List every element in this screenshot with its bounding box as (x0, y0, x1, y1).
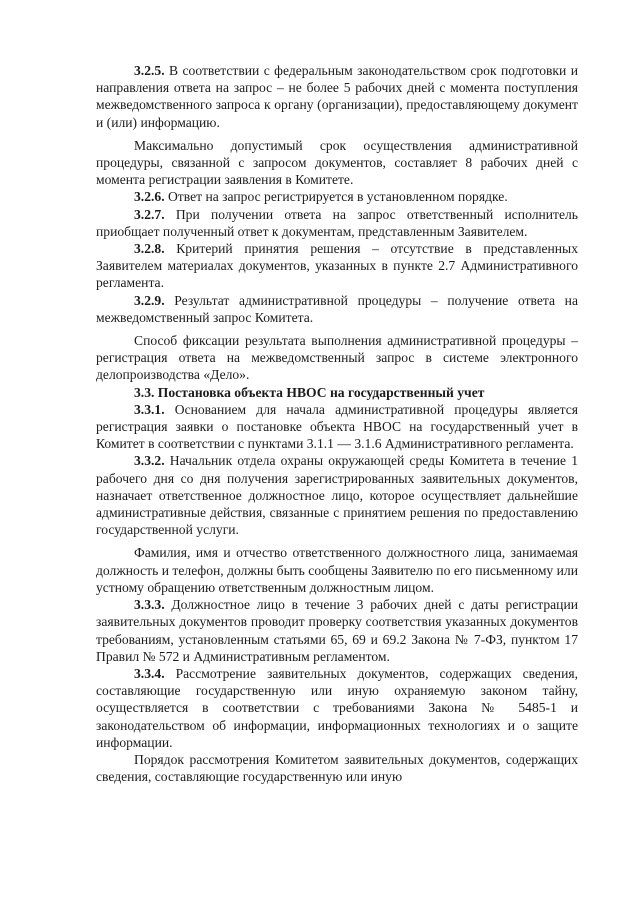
clause-number: 3.3.2. (134, 453, 165, 469)
paragraph-text: Должностное лицо в течение 3 рабочих дней с даты регистрации заявительных документов проводит проверку соответствия указанных документов требованиям, установленным статьями 65, 69 и 69.2 Закона № 7-ФЗ, пунктом 17 Правил № 572 и Административным регламентом. (96, 597, 578, 664)
paragraph-text: Результат административной процедуры – получение ответа на межведомственный запрос Комитета. (96, 292, 578, 325)
paragraph-text: При получении ответа на запрос ответственный исполнитель приобщает полученный ответ к документам, представленным Заявителем. (96, 206, 578, 239)
paragraph-3-3-4 (96, 665, 578, 751)
document-page (96, 62, 578, 785)
clause-number: 3.3.1. (134, 401, 165, 417)
paragraph-3-2-7 (96, 206, 578, 240)
section-heading-3-3: 3.3. Постановка объекта НВОС на государственный учет (134, 384, 485, 400)
paragraph-text: Ответ на запрос регистрируется в установленном порядке. (164, 189, 508, 205)
paragraph-3-3-2 (96, 452, 578, 538)
paragraph-text: Рассмотрение заявительных документов, содержащих сведения, составляющие государственную или иную охраняемую законом тайну, осуществляется в соответствии с требованиями Закона № 5485-1 и законодательством об информации, информационных технологиях и о защите информации. (96, 665, 578, 750)
paragraph-3-3-1 (96, 401, 578, 453)
paragraph-text: В соответствии с федеральным законодательством срок подготовки и направления ответа на запрос – не более 5 рабочих дней с момента поступления межведомственного запроса к органу (организации), предоставляющему документ и (или) информацию. (96, 63, 578, 130)
paragraph-text: Порядок рассмотрения Комитетом заявительных документов, содержащих сведения, составляющие государственную или иную (96, 751, 578, 785)
paragraph-3-2-5 (96, 62, 578, 131)
paragraph-3-2-8 (96, 240, 578, 292)
paragraph-3-2-6 (96, 188, 578, 205)
paragraph-text: Максимально допустимый срок осуществления административной процедуры, связанной с запросом документов, составляет 8 рабочих дней с момента регистрации заявления в Комитете. (96, 137, 578, 188)
paragraph-text: Фамилия, имя и отчество ответственного должностного лица, занимаемая должность и телефон, должны быть сообщены Заявителю по его письменному или устному обращению ответственным должностным лицом. (96, 545, 578, 595)
paragraph-text: Начальник отдела охраны окружающей среды Комитета в течение 1 рабочего дня со дня получения зарегистрированных заявительных документов, назначает ответственное должностное лицо, которое осуществляет дальнейшие административные действия, связанные с принятием решения по предоставлению государственной услуги. (96, 453, 578, 538)
paragraph-3-3-3 (96, 596, 578, 665)
clause-number: 3.2.5. (134, 63, 165, 78)
clause-number: 3.2.9. (134, 292, 165, 308)
clause-number: 3.3.3. (134, 597, 165, 613)
paragraph-text: Основанием для начала административной процедуры является регистрация заявки о постановке объекта НВОС на государственный учет в Комитет в соответствии с пунктами 3.1.1 — 3.1.6 Административного регламента. (96, 401, 578, 452)
paragraph-3-2-9 (96, 292, 578, 326)
clause-number: 3.3.4. (134, 665, 165, 681)
clause-number: 3.2.8. (134, 241, 165, 257)
paragraph-name-position (96, 544, 578, 596)
paragraph-fixation (96, 332, 578, 384)
paragraph-text: Критерий принятия решения – отсутствие в представленных Заявителем материалах документов, указанных в пункте 2.7 Административного регламента. (96, 241, 578, 291)
paragraph-order (96, 751, 578, 785)
clause-number: 3.2.6. (134, 189, 165, 205)
paragraph-text: Способ фиксации результата выполнения административной процедуры – регистрация ответа на межведомственный запрос в системе электронного делопроизводства «Дело». (96, 333, 578, 383)
paragraph-max-term (96, 137, 578, 189)
clause-number: 3.2.7. (134, 206, 165, 222)
